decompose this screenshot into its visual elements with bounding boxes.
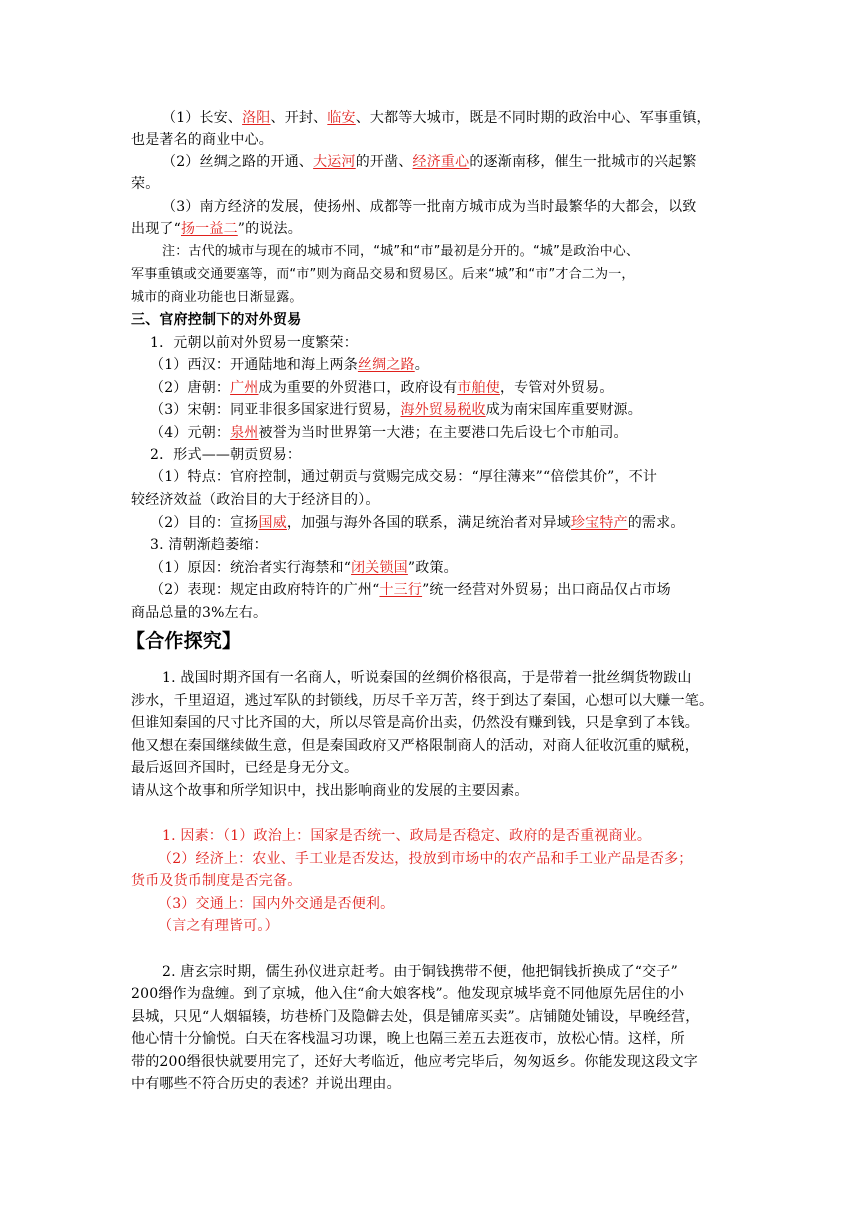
note-line-2: 军事重镇或交通要塞等，而“市”则为商品交易和贸易区。后来“城”和“市”才合二为一，	[131, 267, 635, 282]
text: （1）原因：统治者实行海禁和“	[150, 560, 352, 576]
answer-1-line: 货币及货币制度是否完备。	[131, 873, 302, 889]
tribute-features-cont: 较经济效益（政治目的大于经济目的）。	[131, 492, 380, 508]
answer-thirteen-hongs: 十三行	[379, 582, 423, 598]
text: 的逐渐南移，催生一批城市的兴起繁	[469, 154, 697, 170]
text: ，加强与海外各国的联系，满足统治者对异域	[286, 515, 571, 531]
tribute-features: （1）特点：官府控制，通过朝贡与赏赐完成交易：“厚往薄来”“倍偿其价”，不计	[150, 469, 658, 485]
note-line-3: 城市的商业功能也日渐显露。	[131, 290, 303, 305]
subsection-3: 3. 清朝渐趋萎缩：	[150, 537, 268, 553]
item-song	[150, 401, 750, 419]
text: 出现了“	[131, 221, 181, 237]
qing-manifestation-cont: 商品总量的3%左右。	[131, 605, 268, 621]
city-paragraph-2-cont: 荣。	[131, 176, 160, 192]
item-xihan	[150, 356, 750, 374]
text: 成为重要的外贸港口，政府设有	[258, 380, 458, 396]
answer-closed-door: 闭关锁国	[351, 560, 408, 576]
answer-silk-road: 丝绸之路	[357, 357, 415, 373]
text: （2）表现：规定由政府特许的广州“	[150, 582, 380, 598]
qing-reason	[150, 559, 750, 577]
answer-1-line: （2）经济上：农业、手工业是否发达，投放到市场中的农产品和手工业产品是否多；	[158, 851, 693, 867]
text: （1）西汉：开通陆地和海上两条	[150, 357, 358, 373]
text: 被誉为当时世界第一大港；在主要港口先后设七个市舶司。	[258, 425, 628, 441]
question-1-line: 1. 战国时期齐国有一名商人，听说秦国的丝绸价格很高，于是带着一批丝绸货物跋山	[162, 670, 692, 686]
question-1-line: 但谁知秦国的尺寸比齐国的大，所以尽管是高价出卖，仍然没有赚到钱，只是拿到了本钱。	[131, 715, 699, 731]
question-2-line: 他心情十分愉悦。白天在客栈温习功课，晚上也隔三差五去逛夜市，放松心情。这样，所	[131, 1031, 685, 1047]
answer-linan: 临安	[327, 110, 356, 126]
question-2-line: 县城，只见“人烟辐辏，坊巷桥门及隐僻去处，俱是铺席买卖”。店铺随处铺设，早晚经营，	[131, 1009, 700, 1025]
answer-treasures: 珍宝特产	[570, 515, 628, 531]
answer-yangyiyier: 扬一益二	[180, 221, 238, 237]
city-paragraph-1	[162, 109, 762, 127]
question-1-line: 他又想在秦国继续做生意，但是秦国政府又严格限制商人的活动，对商人征收沉重的赋税，	[131, 738, 699, 754]
note-line-1: 注：古代的城市与现在的城市不同，“城”和“市”最初是分开的。“城”是政治中心、	[162, 244, 640, 259]
answer-shiboshi: 市舶使	[457, 380, 500, 396]
text: 的需求。	[627, 515, 685, 531]
text: 成为南宋国库重要财源。	[485, 402, 642, 418]
text: （1）长安、	[162, 110, 243, 126]
answer-luoyang: 洛阳	[242, 110, 271, 126]
text: 的开凿、	[355, 154, 413, 170]
subsection-1: 1．元朝以前对外贸易一度繁荣：	[150, 335, 358, 351]
text: ，专管对外贸易。	[499, 380, 614, 396]
item-tang	[150, 379, 750, 397]
text: （2）目的：宣扬	[150, 515, 259, 531]
answer-grand-canal: 大运河	[313, 154, 356, 170]
answer-economic-center: 经济重心	[412, 154, 470, 170]
qing-manifestation	[150, 581, 750, 599]
text: 、开封、	[270, 110, 328, 126]
question-2-line: 带的200缗很快就要用完了，还好大考临近，他应考完毕后，匆匆返乡。你能发现这段文字	[131, 1054, 698, 1070]
question-1-prompt: 请从这个故事和所学知识中，找出影响商业的发展的主要因素。	[131, 783, 529, 799]
text: 。	[414, 357, 429, 373]
text: ”统一经营对外贸易；出口商品仅占市场	[422, 582, 671, 598]
cooperative-inquiry-heading: 【合作探究】	[126, 630, 242, 652]
answer-quanzhou: 泉州	[230, 425, 259, 441]
text: （2）丝绸之路的开通、	[162, 154, 314, 170]
question-2-line: 2. 唐玄宗时期，儒生孙仪进京赶考。由于铜钱携带不便，他把铜钱折换成了“交子”	[162, 964, 678, 980]
city-paragraph-1-cont: 也是著名的商业中心。	[131, 132, 273, 148]
tribute-purpose	[150, 514, 750, 532]
text: 、大都等大城市，既是不同时期的政治中心、军事重镇，	[355, 110, 711, 126]
item-yuan	[150, 424, 750, 442]
text: ”政策。	[407, 560, 458, 576]
question-1-line: 最后返回齐国时，已经是身无分文。	[131, 760, 359, 776]
text: （4）元朝：	[150, 425, 231, 441]
text: （2）唐朝：	[150, 380, 231, 396]
text: ”的说法。	[237, 221, 302, 237]
answer-guangzhou: 广州	[230, 380, 259, 396]
question-2-line: 中有哪些不符合历史的表述？并说出理由。	[131, 1076, 401, 1092]
answer-1-line: 1. 因素：（1）政治上：国家是否统一、政局是否稳定、政府的是否重视商业。	[162, 828, 652, 844]
city-paragraph-2	[162, 153, 762, 171]
text: （3）宋朝：同亚非很多国家进行贸易，	[150, 402, 401, 418]
subsection-2: 2．形式——朝贡贸易：	[150, 447, 302, 463]
city-paragraph-3: （3）南方经济的发展，使扬州、成都等一批南方城市成为当时最繁华的大都会，以致	[162, 199, 697, 215]
city-paragraph-3-cont	[131, 220, 731, 238]
section-3-title: 三、官府控制下的对外贸易	[131, 312, 302, 328]
question-2-line: 200缗作为盘缠。到了京城，他入住“俞大娘客栈”。他发现京城毕竟不同他原先居住的小	[131, 986, 685, 1002]
answer-guowei: 国威	[258, 515, 287, 531]
answer-1-line: （言之有理皆可。）	[158, 918, 279, 934]
question-1-line: 涉水，千里迢迢，逃过军队的封锁线，历尽千辛万苦，终于到达了秦国，心想可以大赚一笔。	[131, 693, 714, 709]
answer-1-line: （3）交通上：国内外交通是否便利。	[158, 896, 395, 912]
answer-overseas-tax: 海外贸易税收	[400, 402, 486, 418]
